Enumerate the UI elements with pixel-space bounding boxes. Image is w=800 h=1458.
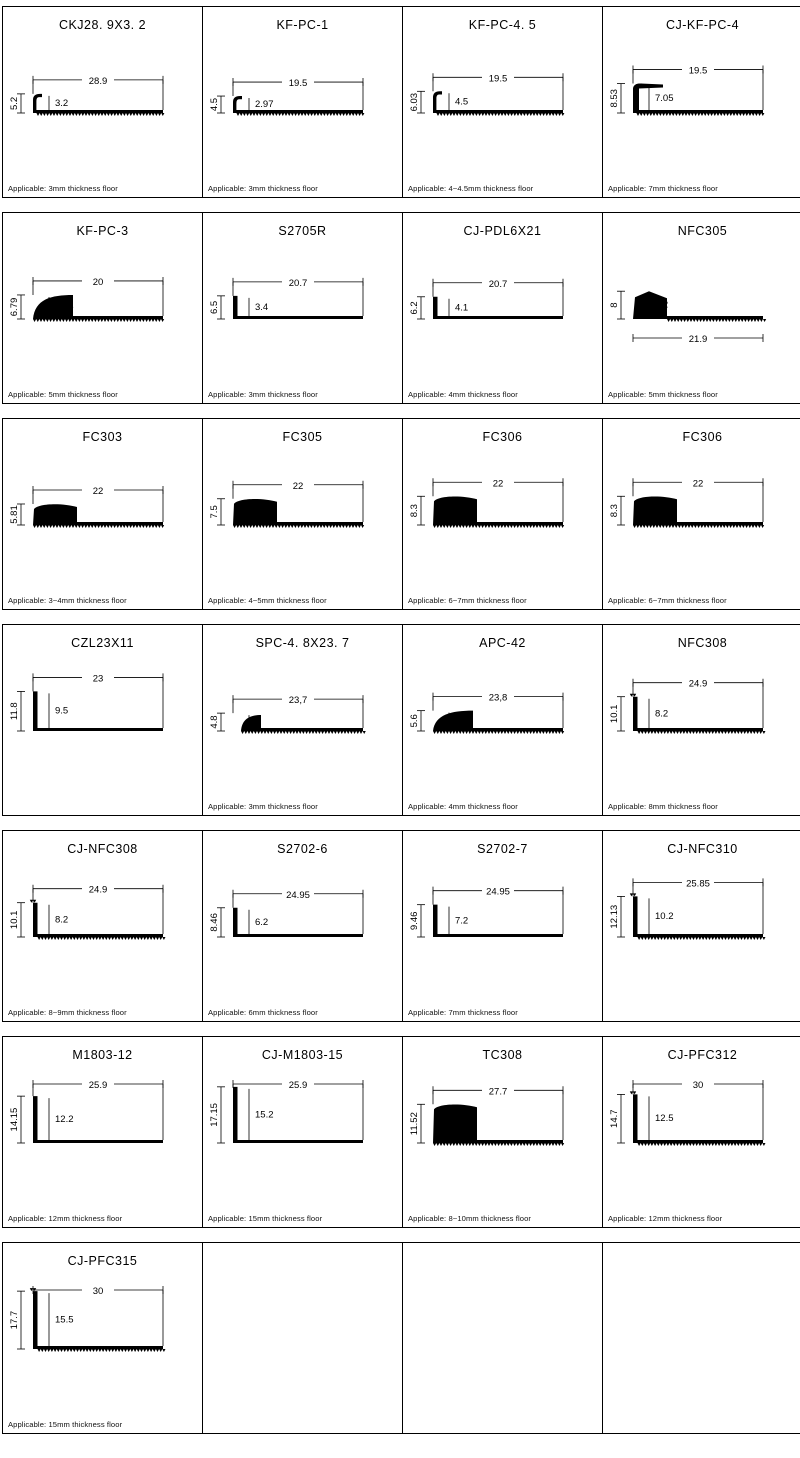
svg-text:6: 6 [655,505,660,516]
svg-text:6.2: 6.2 [255,917,268,928]
svg-text:22: 22 [493,478,504,489]
profile-cell-empty[interactable] [403,1243,603,1434]
profile-title: NFC305 [603,213,800,244]
profile-note: Applicable: 3~4mm thickness floor [8,596,127,605]
profile-drawing [3,38,202,178]
profile-title: FC303 [3,419,202,450]
svg-text:4.2: 4.2 [455,715,468,726]
profile-title: KF-PC-3 [3,213,202,244]
svg-text:4.1: 4.1 [455,302,468,313]
profile-cell-fc306[interactable] [603,419,800,610]
svg-text:14.7: 14.7 [609,1109,620,1128]
profile-note: Applicable: 4~4.5mm thickness floor [408,184,533,193]
profile-title [603,1243,800,1274]
row-spacer [3,1022,800,1037]
svg-text:30: 30 [693,1080,704,1091]
profile-note: Applicable: 15mm thickness floor [8,1420,122,1429]
profile-title: APC-42 [403,625,602,656]
profile-drawing [403,1274,602,1414]
spacer-cell [3,816,800,831]
profile-drawing [603,656,800,796]
profile-cell-nfc305[interactable] [603,213,800,404]
svg-text:9.5: 9.5 [55,706,68,717]
svg-text:3.2: 3.2 [55,98,68,109]
table-row [3,625,800,816]
profile-cell-cj-nfc308[interactable] [3,831,203,1022]
profile-title: CJ-NFC308 [3,831,202,862]
svg-text:10.2: 10.2 [655,911,674,922]
spacer-cell [3,404,800,419]
svg-text:14.15: 14.15 [9,1108,20,1132]
profile-drawing [603,862,800,1002]
profile-title: TC308 [403,1037,602,1068]
profile-cell-cj-nfc310[interactable] [603,831,800,1022]
row-spacer [3,198,800,213]
svg-text:9.46: 9.46 [409,912,420,931]
profile-title: CZL23X11 [3,625,202,656]
svg-text:15.5: 15.5 [55,1315,74,1326]
profile-cell-m1803-12[interactable] [3,1037,203,1228]
table-row [3,213,800,404]
profile-drawing [203,450,402,590]
svg-text:27.7: 27.7 [489,1086,508,1097]
profile-title: FC306 [603,419,800,450]
profile-note: Applicable: 5mm thickness floor [8,390,118,399]
svg-text:19.5: 19.5 [289,78,308,89]
svg-text:6.2: 6.2 [409,301,420,314]
profile-title: CJ-PDL6X21 [403,213,602,244]
profile-title: KF-PC-4. 5 [403,7,602,38]
svg-text:20.7: 20.7 [289,278,308,289]
profile-cell-cj-pfc315[interactable] [3,1243,203,1434]
spacer-cell [3,1022,800,1037]
profile-drawing [603,450,800,590]
profile-note: Applicable: 3mm thickness floor [208,802,318,811]
svg-text:12.5: 12.5 [655,1113,674,1124]
profile-drawing [203,1068,402,1208]
profile-cell-cj-kf-pc-4[interactable] [603,7,800,198]
svg-text:20: 20 [93,277,104,288]
svg-text:12.2: 12.2 [55,1114,74,1125]
svg-text:19.5: 19.5 [689,66,708,77]
svg-text:4.8: 4.8 [209,715,220,728]
profile-note: Applicable: 6~7mm thickness floor [408,596,527,605]
profile-drawing [3,1068,202,1208]
profile-note: Applicable: 8~9mm thickness floor [8,1008,127,1017]
profile-note: Applicable: 5mm thickness floor [608,390,718,399]
profile-title: CKJ28. 9X3. 2 [3,7,202,38]
svg-text:5.81: 5.81 [9,505,20,524]
profile-cell-fc306[interactable] [403,419,603,610]
profile-cell-empty[interactable] [203,1243,403,1434]
spec-sheet [0,6,800,1458]
profile-drawing [603,38,800,178]
row-spacer [3,1228,800,1243]
spacer-cell [3,1228,800,1243]
svg-text:3: 3 [55,509,60,520]
profile-title: CJ-NFC310 [603,831,800,862]
profile-title: SPC-4. 8X23. 7 [203,625,402,656]
profile-note: Applicable: 3mm thickness floor [208,184,318,193]
profile-note: Applicable: 4~5mm thickness floor [208,596,327,605]
profile-note: Applicable: 15mm thickness floor [208,1214,322,1223]
profile-title: CJ-PFC312 [603,1037,800,1068]
profile-drawing [403,38,602,178]
profile-drawing [3,450,202,590]
profile-title: NFC308 [603,625,800,656]
profile-cell-s2702-6[interactable] [203,831,403,1022]
profile-cell-empty[interactable] [603,1243,800,1434]
profile-cell-kf-pc-3[interactable] [3,213,203,404]
profile-drawing [403,1068,602,1208]
svg-text:23,7: 23,7 [289,695,308,706]
profile-drawing [203,38,402,178]
profile-cell-apc-42[interactable] [403,625,603,816]
profile-title: CJ-KF-PC-4 [603,7,800,38]
profile-cell-s2705r[interactable] [203,213,403,404]
profile-drawing [3,1274,202,1414]
svg-text:24.95: 24.95 [486,887,510,898]
svg-text:24.9: 24.9 [689,679,708,690]
profile-note: Applicable: 3mm thickness floor [8,184,118,193]
row-spacer [3,610,800,625]
svg-text:21.9: 21.9 [689,334,708,345]
table-row [3,1243,800,1434]
profile-drawing [203,244,402,384]
table-row [3,419,800,610]
svg-text:8.5: 8.5 [455,1118,468,1129]
svg-text:6.03: 6.03 [409,93,420,112]
svg-text:10.1: 10.1 [9,911,20,930]
profile-title: M1803-12 [3,1037,202,1068]
profile-note: Applicable: 7mm thickness floor [608,184,718,193]
profile-note: Applicable: 4mm thickness floor [408,390,518,399]
profile-title: S2702-6 [203,831,402,862]
row-spacer [3,816,800,831]
svg-text:10.1: 10.1 [609,705,620,724]
svg-text:28.9: 28.9 [89,76,108,87]
profile-title: CJ-M1803-15 [203,1037,402,1068]
profile-title: S2705R [203,213,402,244]
svg-text:23,8: 23,8 [489,693,508,704]
profile-cell-kf-pc-1[interactable] [203,7,403,198]
table-row [3,1037,800,1228]
profile-note: Applicable: 7mm thickness floor [408,1008,518,1017]
profile-note: Applicable: 12mm thickness floor [8,1214,122,1223]
profile-note: Applicable: 6mm thickness floor [208,1008,318,1017]
svg-text:4.5: 4.5 [255,506,268,517]
profile-title: FC306 [403,419,602,450]
svg-text:5.15: 5.15 [55,301,74,312]
profile-drawing [3,862,202,1002]
profile-cell-cj-pfc312[interactable] [603,1037,800,1228]
svg-text:3: 3 [255,717,260,728]
svg-text:19.5: 19.5 [489,73,508,84]
profile-cell-nfc308[interactable] [603,625,800,816]
svg-text:2.97: 2.97 [255,99,274,110]
svg-text:17.7: 17.7 [9,1311,20,1330]
profile-drawing [203,1274,402,1414]
profile-drawing [403,244,602,384]
profile-cell-s2702-7[interactable] [403,831,603,1022]
profile-drawing [603,244,800,384]
svg-text:6: 6 [455,505,460,516]
profile-cell-fc303[interactable] [3,419,203,610]
profile-drawing [203,862,402,1002]
svg-text:6.79: 6.79 [9,298,20,317]
profile-note: Applicable: 6~7mm thickness floor [608,596,727,605]
profile-cell-cj-pdl6x21[interactable] [403,213,603,404]
svg-text:8.3: 8.3 [409,504,420,517]
svg-text:11.8: 11.8 [9,702,20,720]
svg-text:5.6: 5.6 [409,714,420,727]
svg-text:7.5: 7.5 [209,505,220,518]
svg-text:24.9: 24.9 [89,885,108,896]
svg-text:6.5: 6.5 [209,301,220,314]
svg-text:8.46: 8.46 [209,913,220,932]
profile-note: Applicable: 12mm thickness floor [608,1214,722,1223]
profile-note: Applicable: 3mm thickness floor [208,390,318,399]
profile-drawing [203,656,402,796]
svg-text:20.7: 20.7 [489,279,508,290]
profile-grid [2,6,800,1434]
profile-cell-kf-pc-4-5[interactable] [403,7,603,198]
svg-text:5.2: 5.2 [655,300,668,311]
profile-note: Applicable: 8~10mm thickness floor [408,1214,531,1223]
profile-drawing [3,244,202,384]
profile-cell-czl23x11[interactable] [3,625,203,816]
svg-text:30: 30 [93,1286,104,1297]
svg-text:4.5: 4.5 [209,98,220,111]
profile-title: KF-PC-1 [203,7,402,38]
svg-text:22: 22 [93,486,104,497]
profile-cell-tc308[interactable] [403,1037,603,1228]
svg-text:11.52: 11.52 [409,1112,420,1135]
svg-text:12.13: 12.13 [609,905,620,929]
row-spacer [3,404,800,419]
profile-title [403,1243,602,1274]
svg-text:8.2: 8.2 [655,708,668,719]
svg-text:3.4: 3.4 [255,302,268,313]
profile-drawing [3,656,202,796]
profile-cell-fc305[interactable] [203,419,403,610]
profile-drawing [403,656,602,796]
profile-title: S2702-7 [403,831,602,862]
profile-cell-spc-4-8x23-7[interactable] [203,625,403,816]
spacer-cell [3,610,800,625]
profile-note: Applicable: 8mm thickness floor [608,802,718,811]
svg-text:25.9: 25.9 [89,1080,108,1091]
profile-cell-cj-m1803-15[interactable] [203,1037,403,1228]
profile-drawing [603,1274,800,1414]
table-row [3,831,800,1022]
svg-text:8.3: 8.3 [609,504,620,517]
svg-text:8.53: 8.53 [609,89,620,108]
svg-text:22: 22 [693,478,704,489]
profile-note: Applicable: 4mm thickness floor [408,802,518,811]
profile-drawing [403,450,602,590]
svg-text:4.5: 4.5 [455,97,468,108]
svg-text:17.15: 17.15 [209,1103,220,1127]
profile-drawing [603,1068,800,1208]
svg-text:24.95: 24.95 [286,890,310,901]
profile-title [203,1243,402,1274]
profile-title: CJ-PFC315 [3,1243,202,1274]
svg-text:15.2: 15.2 [255,1109,274,1120]
svg-text:23: 23 [93,673,104,684]
profile-cell-ckj28-9x3-2[interactable] [3,7,203,198]
svg-text:7.05: 7.05 [655,93,674,104]
svg-text:25.9: 25.9 [289,1080,308,1091]
svg-text:8: 8 [609,302,620,307]
profile-title: FC305 [203,419,402,450]
svg-text:25.85: 25.85 [686,878,710,889]
svg-text:8.2: 8.2 [55,914,68,925]
table-row [3,7,800,198]
svg-text:7.2: 7.2 [455,915,468,926]
svg-text:22: 22 [293,481,304,492]
spacer-cell [3,198,800,213]
profile-drawing [403,862,602,1002]
svg-text:5.2: 5.2 [9,97,20,110]
